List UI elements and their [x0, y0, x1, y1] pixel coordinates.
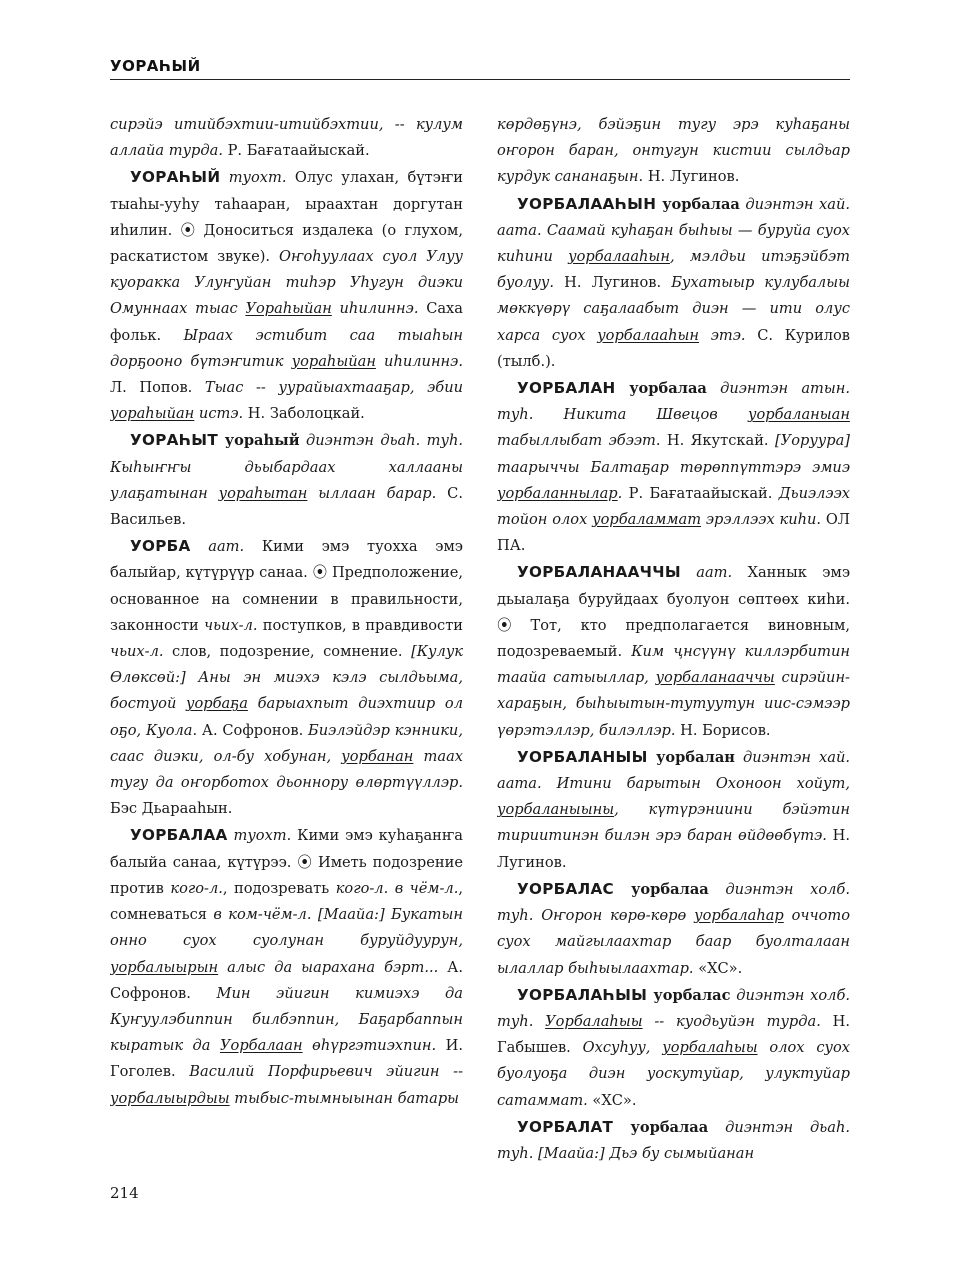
example-text: оччото суох майгылаахтар баар буолталаан ылаллар быһыылаахтар. — [497, 907, 850, 977]
example-text: Оҥоһуулаах суол Улуу куоракка Улуҥуйан тиһэр Уһугун диэки Омуннаах тыас — [110, 248, 463, 318]
grammar-label: диэнтэн холб. туһ. — [497, 880, 850, 925]
example-headword: уораһыйан — [291, 352, 376, 370]
grammar-label: туохт. — [220, 169, 287, 187]
dictionary-entry — [497, 876, 850, 982]
example-text: . — [617, 484, 623, 502]
source-citation: Н. Якутскай. — [660, 432, 769, 450]
example-headword: уорбалыырын — [110, 958, 219, 976]
example-headword: уорбалааһын — [597, 326, 700, 344]
cross-reference: уорбалаа — [614, 880, 709, 898]
source-citation: Н. Борисов. — [675, 721, 771, 739]
example-text: иһилиннэ. — [331, 300, 419, 318]
speaker-label: [Маайа:] — [533, 1144, 605, 1162]
example-text: Биэлэйдэр кэнники, саас диэки, ол-бу хобунан, — [110, 721, 463, 765]
headword: УОРБАЛАҺЫЫ — [517, 985, 648, 1004]
example-text: эрэллээх киһи. — [701, 511, 822, 529]
grammar-label: аат. — [190, 538, 245, 556]
example-headword: Уораһыйан — [245, 300, 332, 318]
cross-reference: уораһый — [217, 432, 300, 450]
example-text: тыбыс-тымныынан батары — [229, 1089, 460, 1107]
source-citation: «ХС». — [587, 1091, 637, 1109]
example-headword: уорбаланыан — [747, 406, 850, 424]
example-headword: Уорбалаһыы — [545, 1012, 643, 1030]
headword: УОРБАЛАНААЧЧЫ — [517, 563, 681, 582]
example-text: ыллаан барар. — [307, 484, 437, 502]
example-text: этэ. — [699, 326, 746, 344]
example-text: Итини барытын Охоноон хойут, — [541, 775, 850, 793]
speaker-label: [Кулук Өлөксөй:] — [110, 643, 463, 687]
headword: УОРБА — [130, 537, 191, 556]
source-citation: А. Софронов. — [110, 958, 463, 1002]
definition-text: , подозревать — [222, 879, 336, 897]
grammar-label: диэнтэн дьаһ. туһ. — [299, 432, 463, 450]
headword: УОРБАЛАА — [130, 826, 228, 845]
example-text: Мин эйигин кимиэхэ да Куҥуулэбиппин билбэппин, Баҕарбаппын кыратык да — [110, 984, 463, 1055]
header-rule — [110, 79, 850, 80]
page-number: 214 — [110, 1184, 139, 1202]
definition-text: Ханнык эмэ дьыалаҕа буруйдаах буолуон сөптөөх киһи. ⦿ Тот, кто предполагается виновным, подозреваемый. — [497, 564, 850, 661]
cross-reference: уорбалаа — [656, 195, 740, 213]
example-text: Никита Швецов — [533, 406, 748, 424]
example-text: Дьэ бу сымыйанан — [604, 1144, 755, 1162]
source-citation: И. Гоголев. — [110, 1037, 463, 1081]
source-citation: Н. Заболоцкай. — [243, 405, 365, 423]
example-text: , мэлдьи итэҕэйбэт буолуу. — [497, 248, 850, 292]
source-citation: «ХС». — [693, 959, 743, 977]
example-text: барыахпыт диэхтиир ол оҕо, Куола. — [110, 695, 463, 739]
source-citation: ОЛ ПА. — [497, 511, 850, 555]
example-text: , күтүрэниини бэйэтин тириитинэн билэн эрэ баран өйдөөбүтэ. — [497, 801, 850, 845]
definition-italic: чьих-л. — [110, 643, 164, 661]
dictionary-entry — [110, 533, 463, 822]
example-headword: уорбаланнылар — [497, 484, 618, 502]
source-citation: Н. Лугинов. — [497, 827, 850, 871]
cross-reference: уорбалас — [647, 986, 731, 1004]
cross-reference: уорбалаа — [613, 1118, 709, 1136]
example-text: -- куодьуйэн турда. — [642, 1012, 821, 1030]
headword: УОРАҺЫЙ — [130, 168, 221, 187]
headword: УОРБАЛАНЫЫ — [517, 747, 648, 766]
example-text: Дьиэлээх тойон олох — [497, 484, 850, 529]
dictionary-entry — [497, 1114, 850, 1167]
example-headword: уорбанан — [341, 747, 414, 765]
grammar-label: диэнтэн холб. туһ. — [497, 986, 850, 1030]
dictionary-entry — [497, 982, 850, 1114]
source-citation: Н. Лугинов. — [554, 274, 662, 292]
entry-continuation — [110, 112, 463, 164]
speaker-label: [Уоруура] — [768, 432, 850, 450]
example-headword: уорбаҕа — [186, 695, 248, 713]
example-headword: уораһытан — [218, 484, 308, 502]
example-headword: уорбалаһыы — [662, 1039, 758, 1057]
definition-italic: кого-л. в чём-л. — [335, 879, 459, 897]
example-text: өһүргэтиэхпин. — [302, 1037, 437, 1055]
example-headword: уорбаланыыны — [497, 801, 615, 819]
example-text: таах тугу да оҥорботох дьоннору өлөртүүллэр. — [110, 747, 463, 792]
example-headword: уорбалааһын — [568, 248, 670, 266]
grammar-label: диэнтэн хай. аата. — [497, 195, 850, 239]
dictionary-entry — [110, 822, 463, 1111]
example-text: сирэйэ итийбэхтии-итийбэхтии, -- кулум аллайа турда. — [110, 116, 463, 160]
source-citation: А. Софронов. — [197, 721, 304, 739]
source-citation: Саха фольк. — [110, 300, 463, 344]
source-citation: Р. Бағатаайыскай. — [622, 484, 773, 502]
grammar-label: диэнтэн атын. туһ. — [497, 380, 850, 424]
definition-italic: в ком-чём-л. — [213, 906, 312, 924]
example-text: таарыччы Балтаҕар төрөппүттэрэ эмиэ — [497, 458, 850, 476]
example-headword: Уорбалаан — [219, 1037, 303, 1055]
dictionary-entry — [497, 191, 850, 375]
example-text: табыллыбат эбээт. — [497, 432, 661, 450]
entry-continuation — [497, 112, 850, 191]
example-text: Ыраах эстибит саа тыаһын дорҕооно бүтэҥитик — [110, 326, 463, 370]
right-column — [497, 112, 850, 1174]
grammar-label: диэнтэн дьаһ. туһ. — [497, 1118, 850, 1162]
example-text: Тыас -- уурайыахтааҕар, эбии — [192, 379, 463, 397]
headword: УОРБАЛААҺЫН — [517, 194, 657, 213]
definition-text: Кими эмэ туохха эмэ балыйар, күтүрүүр санаа. ⦿ Предположение, основанное на сомнении в правильности, законности — [110, 538, 463, 634]
grammar-label: аат. — [680, 564, 733, 582]
example-text: Саамай куһаҕан быһыы — буруйа суох киһини — [497, 221, 850, 266]
headword: УОРБАЛАТ — [517, 1117, 614, 1136]
dictionary-entry — [497, 375, 850, 559]
example-text: Ким ҷнсүүнү киллэрбитин таайа сатыыллар, — [497, 643, 850, 687]
definition-text: поступков, в правдивости — [257, 616, 463, 634]
cross-reference: уорбалаа — [615, 380, 707, 398]
headword: УОРБАЛАС — [517, 879, 614, 898]
source-citation: Н. Лугинов. — [643, 168, 740, 186]
dictionary-entry — [110, 427, 463, 533]
definition-italic: чьих-л. — [204, 616, 258, 634]
left-column — [110, 112, 463, 1174]
example-text: Василий Порфирьевич эйигин -- — [175, 1063, 463, 1081]
source-citation: Л. Попов. — [110, 379, 193, 397]
running-head: УОРАҺЫЙ — [110, 57, 201, 75]
example-text: Букатын онно суох суолунан буруйдуурун, — [110, 906, 463, 950]
example-headword: уорбаланааччы — [655, 669, 775, 687]
example-text: Аны эн миэхэ кэлэ сылдьыма, бостуой — [110, 669, 463, 713]
source-citation: С. Васильев. — [110, 484, 463, 529]
definition-italic: кого-л. — [170, 879, 223, 897]
example-headword: уораһыйан — [110, 405, 195, 423]
grammar-label: диэнтэн хай. аата. — [497, 748, 850, 793]
example-text: истэ. — [194, 405, 244, 423]
example-headword: уорбаламмат — [592, 511, 702, 529]
source-citation: Р. Бағатаайыскай. — [222, 142, 370, 160]
example-text: иһилиннэ. — [375, 352, 463, 370]
example-text: алыс да ыарахана бэрт... — [218, 958, 439, 976]
dictionary-entry — [110, 164, 463, 427]
source-citation: Н. Габышев. — [497, 1012, 850, 1057]
definition-text: слов, подозрение, сомнение. — [163, 643, 403, 661]
definition-text: , сомневаться — [110, 879, 463, 924]
example-text: Бухатыыр кулубалыы мөккүөрү саҕалаабыт диэн — ити олус харса суох — [497, 274, 850, 344]
example-text: сирэйин-хараҕын, быһыытын-тутуутун иис-сэмээр үөрэтэллэр, билэллэр. — [497, 669, 850, 739]
example-text: көрдөҕүнэ, бэйэҕин тугу эрэ куһаҕаны оҥорон баран, онтугун кистии сылдьар курдук сананаҕын. — [497, 116, 850, 186]
speaker-label: [Маайа:] — [311, 906, 385, 924]
example-text: Оҥорон көрө-көрө — [533, 907, 695, 925]
cross-reference: уорбалан — [647, 748, 735, 766]
example-text: Охсуһуу, — [570, 1039, 663, 1057]
source-citation: Бэс Дьарааһын. — [110, 800, 233, 818]
source-citation: С. Курилов (тылб.). — [497, 326, 850, 370]
grammar-label: туохт. — [227, 827, 292, 845]
headword: УОРБАЛАН — [517, 379, 616, 398]
definition-text: Кими эмэ куһаҕанҥа балыйа санаа, күтүрээ. ⦿ Иметь подозрение против — [110, 827, 463, 897]
example-text: Кыһыҥҥы дьыбардаах халлааны улаҕатынан — [110, 458, 463, 502]
headword: УОРАҺЫТ — [130, 431, 218, 450]
example-headword: уорбалаһар — [694, 907, 784, 925]
example-headword: уорбалыырдыы — [110, 1089, 230, 1107]
definition-text: Олус улахан, бүтэҥи тыаһы-ууһу таһааран, ыраахтан доргутан иһилин. ⦿ Доноситься издалека (о глухом, раскатистом звуке). — [110, 169, 463, 266]
dictionary-entry — [497, 559, 850, 743]
dictionary-entry — [497, 744, 850, 876]
example-text: олох суох буолуоҕа диэн уоскутуйар, улуктуйар сатаммат. — [497, 1039, 850, 1109]
